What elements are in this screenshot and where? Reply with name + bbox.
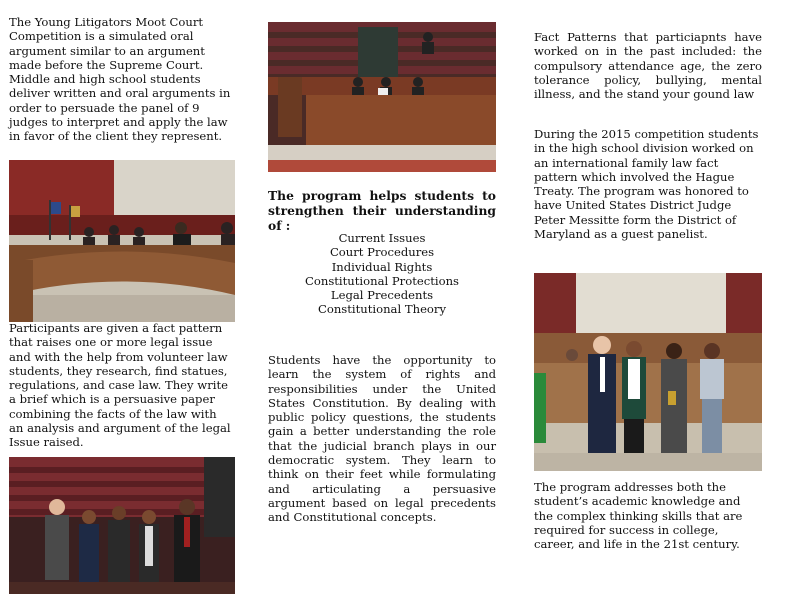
program-heading: The program helps students to strengthen their understanding of : — [268, 188, 496, 233]
topics-list — [268, 231, 496, 317]
competition-2015-paragraph: During the 2015 competition students in the high school division worked on an international family law fact pattern which involved the Hague Treaty. The program was honored to have United States District Judge Peter Messitte form the District of Maryland as a guest panelist. — [534, 127, 759, 242]
participants-paragraph: Participants are given a fact pattern that raises one or more legal issue and with the help from volunteer law students, they research, find statues, regulations, and case law. They write a brief which is a persuasive paper combining the facts of the law with an analysis and argument of the legal Issue raised. — [9, 321, 231, 450]
topic-item: Individual Rights — [331, 259, 433, 274]
topic-item: Current Issues — [338, 231, 426, 245]
closing-paragraph: The program addresses both the student’s academic knowledge and the complex thinking skills that are required for success in college, career, and life in the 21st century. — [534, 480, 743, 552]
students-group-photo — [9, 457, 235, 594]
courtroom-hearing-photo — [268, 22, 496, 172]
opportunity-paragraph: Students have the opportunity to learn the system of rights and responsibilities under the United States Constitution. By dealing with public policy questions, the students gain a better understanding the role that the judicial branch plays in our democratic system. They learn to think on their feet while formulating and articulating a persuasive argument based on legal precedents and Constitutional concepts. — [268, 353, 496, 525]
students-with-judge-photo — [534, 273, 762, 471]
fact-patterns-paragraph: Fact Patterns that particiapnts have worked on in the past included: the compulsory attendance age, the zero tolerance policy, bullying, mental illness, and the stand your gound law — [534, 30, 762, 102]
topic-item: Legal Precedents — [330, 288, 434, 303]
intro-paragraph: The Young Litigators Moot Court Competition is a simulated oral argument similar to an argument made before the Supreme Court. Middle and high school students deliver written and oral arguments in order to persuade the panel of 9 judges to interpret and apply the law in favor of the client they represent. — [9, 15, 231, 144]
topic-item: Court Procedures — [329, 245, 435, 260]
judges-panel-photo — [9, 160, 235, 322]
topic-item: Constitutional Theory — [317, 302, 446, 317]
topic-item: Constitutional Protections — [305, 273, 459, 288]
